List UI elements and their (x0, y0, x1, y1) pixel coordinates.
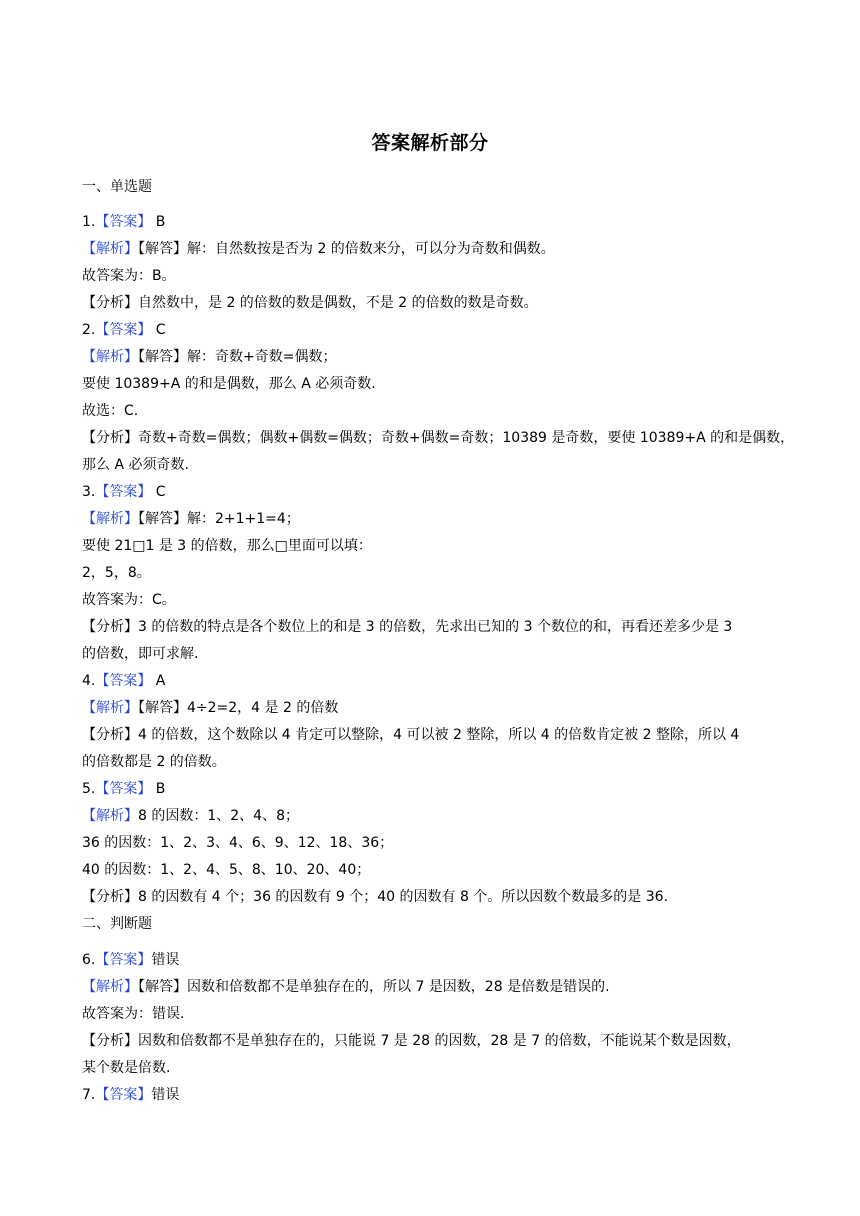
q4-number: 4. (82, 673, 96, 689)
q7-number: 7. (82, 1087, 96, 1103)
q3-solution: 【解答】解：2+1+1=4； (138, 511, 300, 527)
q6-analysis-line-2: 某个数是倍数. (82, 1060, 171, 1076)
q6-analysis-line-1: 【分析】因数和倍数都不是单独存在的，只能说 7 是 28 的因数，28 是 7 的倍数，不能说某个数是因数， (82, 1033, 741, 1049)
explanation-label: 【解析】 (82, 241, 138, 257)
page-title: 答案解析部分 (371, 132, 489, 154)
q3-answer-line (82, 482, 782, 502)
q3-analysis-line-1: 【分析】3 的倍数的特点是各个数位上的和是 3 的倍数，先求出已知的 3 个数位的和，再看还差多少是 3 (82, 619, 733, 635)
answer-label: 【答案】 (95, 952, 152, 968)
answer-label: 【答案】 (95, 214, 152, 230)
answer-label: 【答案】 (95, 781, 152, 797)
q6-explanation (82, 977, 782, 997)
explanation-label: 【解析】 (82, 349, 138, 365)
explanation-label: 【解析】 (82, 511, 138, 527)
q4-explanation (82, 698, 782, 718)
q6-answer-line (82, 950, 782, 970)
q1-answer: B (151, 214, 166, 230)
q2-solution-line-2: 要使 10389+A 的和是偶数，那么 A 必须奇数. (82, 376, 376, 392)
q1-conclusion: 故答案为：B。 (82, 268, 176, 284)
q1-answer-line (82, 212, 782, 232)
q2-answer-line (82, 320, 782, 340)
q2-number: 2. (82, 322, 96, 338)
q7-answer-line (82, 1085, 782, 1105)
q3-explanation (82, 509, 782, 529)
q5-solution: 8 的因数：1、2、4、8； (138, 808, 299, 824)
q4-answer-line (82, 671, 782, 691)
q2-answer: C (151, 322, 166, 338)
q5-number: 5. (82, 781, 96, 797)
q6-answer: 错误 (151, 952, 180, 968)
q1-analysis: 【分析】自然数中，是 2 的倍数的数是偶数，不是 2 的倍数的数是奇数。 (82, 295, 538, 311)
q6-solution: 【解答】因数和倍数都不是单独存在的，所以 7 是因数，28 是倍数是错误的. (138, 979, 610, 995)
section-heading-true-false: 二、判断题 (82, 916, 152, 932)
q3-number: 3. (82, 484, 96, 500)
q2-analysis-line-2: 那么 A 必须奇数. (82, 457, 189, 473)
q5-solution-line-3: 40 的因数：1、2、4、5、8、10、20、40； (82, 862, 371, 878)
q2-conclusion: 故选：C. (82, 403, 139, 419)
q7-answer: 错误 (151, 1087, 180, 1103)
q3-solution-line-2: 要使 21□1 是 3 的倍数，那么□里面可以填： (82, 538, 372, 554)
explanation-label: 【解析】 (82, 979, 138, 995)
q3-answer: C (151, 484, 166, 500)
q3-conclusion: 故答案为：C。 (82, 592, 176, 608)
q1-solution: 【解答】解：自然数按是否为 2 的倍数来分，可以分为奇数和偶数。 (138, 241, 555, 257)
q2-solution: 【解答】解：奇数+奇数=偶数； (138, 349, 337, 365)
q5-analysis: 【分析】8 的因数有 4 个；36 的因数有 9 个；40 的因数有 8 个。所以因数个数最多的是 36. (82, 889, 669, 905)
answer-label: 【答案】 (95, 322, 152, 338)
section-heading-single-choice: 一、单选题 (82, 179, 152, 195)
q3-analysis-line-2: 的倍数，即可求解. (82, 646, 199, 662)
answer-label: 【答案】 (95, 673, 152, 689)
q4-answer: A (151, 673, 166, 689)
explanation-label: 【解析】 (82, 700, 138, 716)
q1-number: 1. (82, 214, 96, 230)
q3-solution-line-3: 2，5，8。 (82, 565, 151, 581)
q2-analysis-line-1: 【分析】奇数+奇数=偶数；偶数+偶数=偶数；奇数+偶数=奇数；10389 是奇数，要使 10389+A 的和是偶数， (82, 430, 795, 446)
q4-analysis-line-2: 的倍数都是 2 的倍数。 (82, 754, 226, 770)
q5-solution-line-2: 36 的因数：1、2、3、4、6、9、12、18、36； (82, 835, 394, 851)
q6-conclusion: 故答案为：错误. (82, 1006, 185, 1022)
q4-analysis-line-1: 【分析】4 的倍数，这个数除以 4 肯定可以整除，4 可以被 2 整除，所以 4 的倍数肯定被 2 整除，所以 4 (82, 727, 740, 743)
answer-label: 【答案】 (95, 1087, 152, 1103)
q4-solution: 【解答】4÷2=2，4 是 2 的倍数 (138, 700, 339, 716)
q6-number: 6. (82, 952, 96, 968)
q2-explanation (82, 347, 782, 367)
q5-answer-line (82, 779, 782, 799)
explanation-label: 【解析】 (82, 808, 138, 824)
q5-answer: B (151, 781, 166, 797)
q1-explanation (82, 239, 782, 259)
q5-explanation (82, 806, 782, 826)
answer-label: 【答案】 (95, 484, 152, 500)
